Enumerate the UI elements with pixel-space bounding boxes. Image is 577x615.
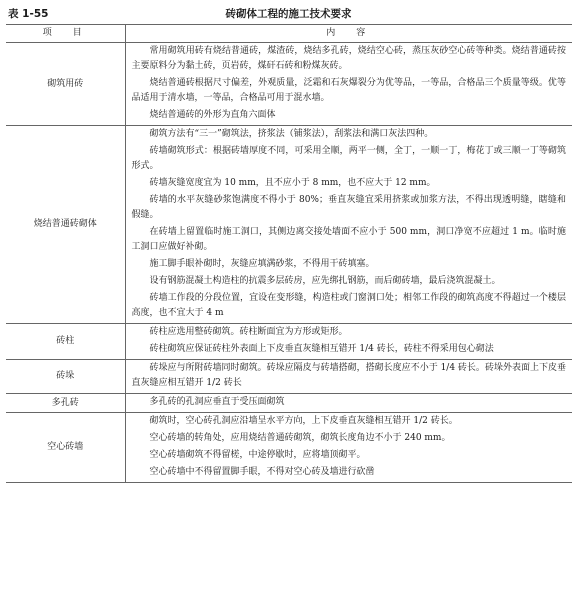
content-paragraph: 砖墙砌筑形式：根据砖墙厚度不同，可采用全顺，两平一侧，全丁，一顺一丁，梅花丁或三顺一丁等砌筑形式。 — [131, 146, 566, 171]
row-item-label: 砖柱 — [6, 324, 125, 360]
content-paragraph: 砖柱应选用整砖砌筑。砖柱断面宜为方形或矩形。 — [149, 327, 348, 337]
table-row — [6, 126, 572, 324]
content-paragraph: 砖墙的水平灰缝砂浆饱满度不得小于 80%；垂直灰缝宜采用挤浆或加浆方法，不得出现透明缝，瞎缝和假缝。 — [131, 195, 566, 220]
row-item-label: 砖垛 — [6, 360, 125, 394]
table-row — [6, 324, 572, 360]
row-content — [125, 126, 572, 324]
table-row — [6, 413, 572, 483]
table-row — [6, 43, 572, 126]
content-paragraph: 烧结普通砖的外形为直角六面体 — [149, 110, 276, 120]
column-header-content: 内 容 — [125, 25, 572, 43]
table-title: 砖砌体工程的施工技术要求 — [225, 8, 352, 20]
content-paragraph: 施工脚手眼补砌时，灰缝应填满砂浆，不得用干砖填塞。 — [149, 259, 375, 269]
content-paragraph: 砌筑时，空心砖孔洞应沿墙呈水平方向，上下皮垂直灰缝相互错开 1/2 砖长。 — [149, 416, 458, 426]
row-item-label: 空心砖墙 — [6, 413, 125, 483]
row-content — [125, 413, 572, 483]
row-content — [125, 324, 572, 360]
row-content — [125, 360, 572, 394]
content-paragraph: 多孔砖的孔洞应垂直于受压面砌筑 — [149, 397, 285, 407]
column-header-item: 项 目 — [6, 25, 125, 43]
content-paragraph: 砌筑方法有“三一”砌筑法，挤浆法（铺浆法），刮浆法和满口灰法四种。 — [149, 129, 434, 139]
row-item-label: 多孔砖 — [6, 394, 125, 413]
content-paragraph: 空心砖墙中不得留置脚手眼，不得对空心砖及墙进行砍凿 — [149, 467, 375, 477]
content-paragraph: 烧结普通砖根据尺寸偏差，外观质量，泛霜和石灰爆裂分为优等品，一等品，合格品三个质量等级。优等品适用于清水墙，一等品，合格品可用于混水墙。 — [131, 78, 566, 103]
row-content — [125, 43, 572, 126]
table-row — [6, 394, 572, 413]
content-paragraph: 空心砖墙的转角处，应用烧结普通砖砌筑，砌筑长度角边不小于 240 mm。 — [149, 433, 451, 443]
content-paragraph: 常用砌筑用砖有烧结普通砖，煤渣砖，烧结多孔砖，烧结空心砖，蒸压灰砂空心砖等种类。烧结普通砖按主要原料分为黏土砖，页岩砖，煤矸石砖和粉煤灰砖。 — [131, 46, 566, 71]
table-number: 表 1-55 — [8, 8, 49, 20]
spec-table — [6, 24, 572, 483]
table-body — [6, 43, 572, 483]
table-caption — [6, 4, 571, 22]
content-paragraph: 空心砖墙砌筑不得留槎，中途停歇时，应将墙顶砌平。 — [149, 450, 366, 460]
content-paragraph: 砖墙灰缝宽度宜为 10 mm，且不应小于 8 mm，也不应大于 12 mm。 — [149, 178, 436, 188]
content-paragraph: 砖柱砌筑应保证砖柱外表面上下皮垂直灰缝相互错开 1/4 砖长，砖柱不得采用包心砌法 — [149, 344, 494, 354]
content-paragraph: 设有钢筋混凝土构造柱的抗震多层砖房，应先绑扎钢筋，而后砌砖墙，最后浇筑混凝土。 — [149, 276, 501, 286]
content-paragraph: 在砖墙上留置临时施工洞口，其侧边离交接处墙面不应小于 500 mm，洞口净宽不应超过 1 m。临时施工洞口应做好补砌。 — [131, 227, 566, 252]
table-row — [6, 360, 572, 394]
content-paragraph: 砖垛应与所附砖墙同时砌筑。砖垛应隔皮与砖墙搭砌，搭砌长度应不小于 1/4 砖长。砖垛外表面上下皮垂直灰缝应相互错开 1/2 砖长 — [131, 363, 566, 388]
row-item-label: 砌筑用砖 — [6, 43, 125, 126]
row-content — [125, 394, 572, 413]
row-item-label: 烧结普通砖砌体 — [6, 126, 125, 324]
content-paragraph: 砖墙工作段的分段位置，宜设在变形缝，构造柱或门窗洞口处；相邻工作段的砌筑高度不得超过一个楼层高度，也不宜大于 4 m — [131, 293, 566, 318]
table-header-row — [6, 25, 572, 43]
